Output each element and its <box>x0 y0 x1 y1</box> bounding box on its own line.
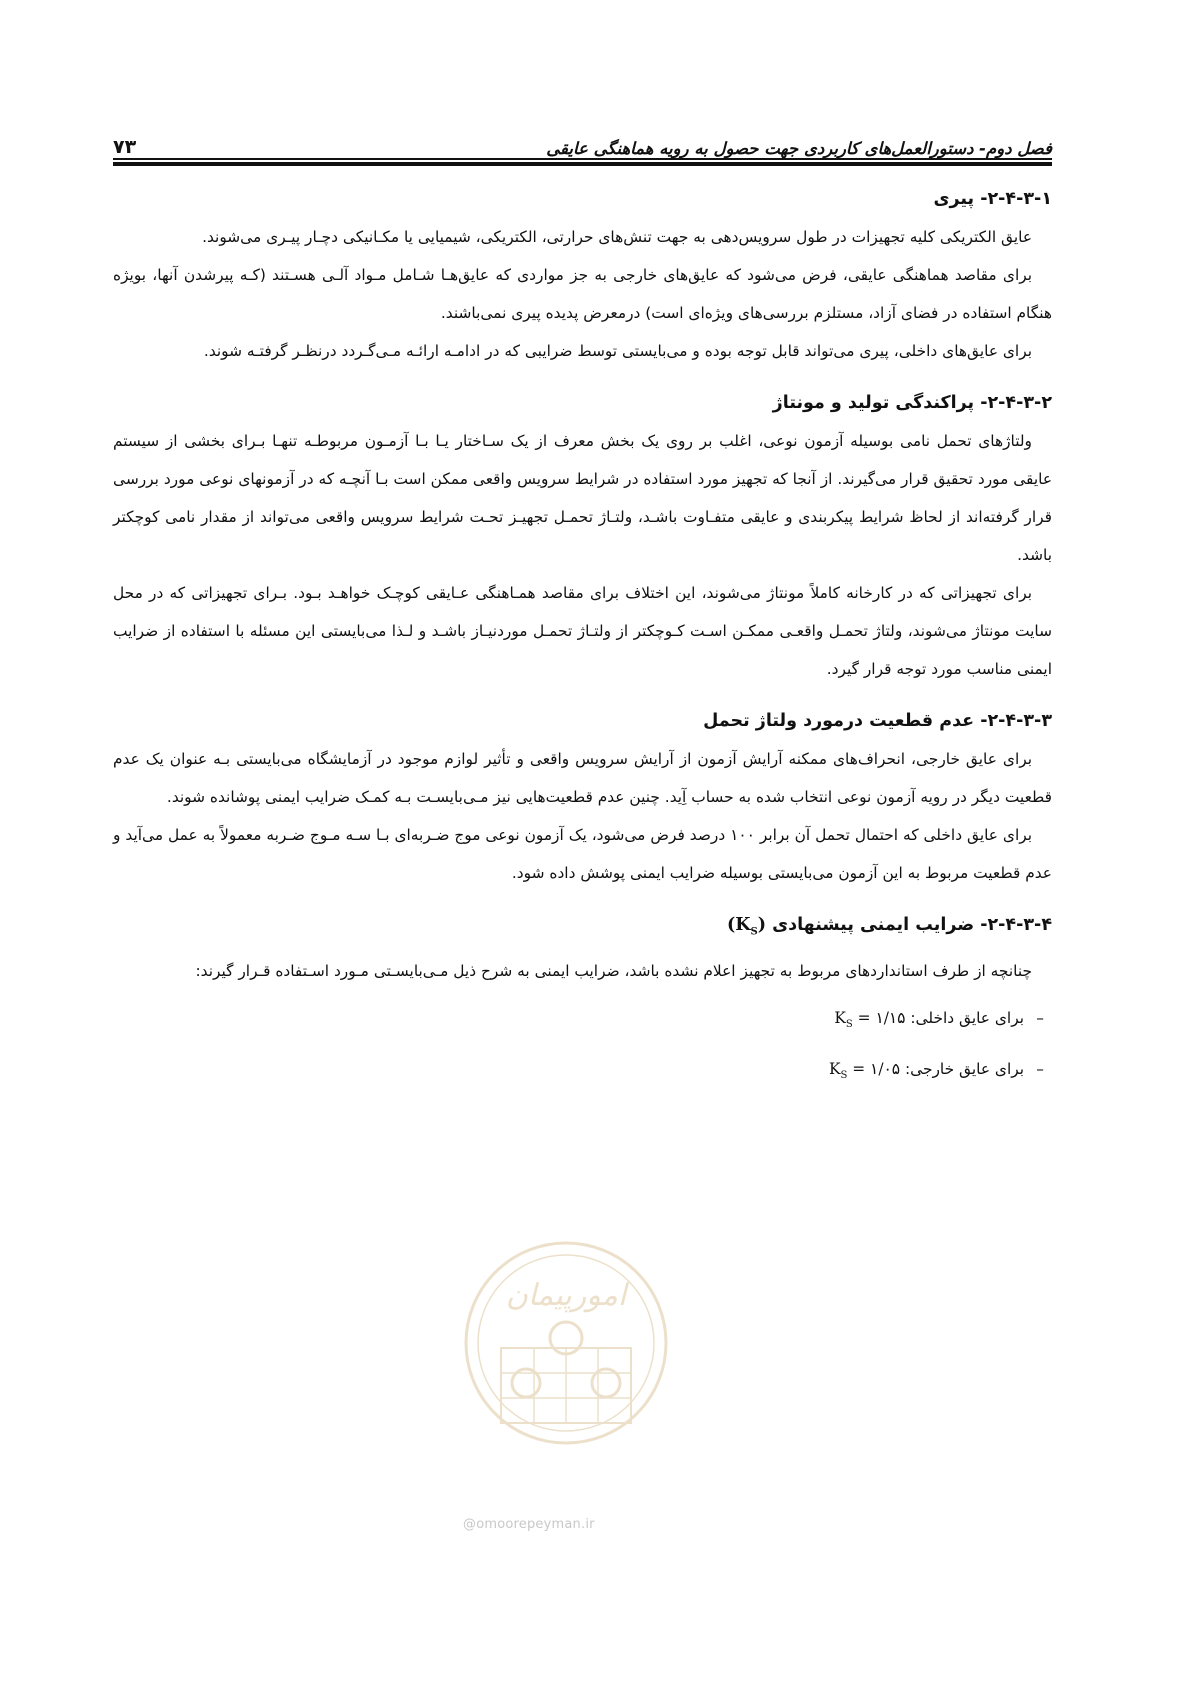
paragraph: چنانچه از طرف استانداردهای مربوط به تجهیز اعلام نشده باشد، ضرایب ایمنی به شرح ذیل مـی‌بایسـتی مـورد اسـتفاده قـرار گیرند: <box>195 961 1032 980</box>
ks-value: $K_S$ = ۱/۰۵ <box>829 1059 901 1081</box>
chapter-title: فصل دوم- دستورالعمل‌های کاربردی جهت حصول به رویه هماهنگی عایقی <box>546 139 1052 158</box>
page-number: ۷۳ <box>113 136 137 158</box>
ks-symbol: $(K_S)$ <box>726 915 766 938</box>
dash-bullet: – <box>1036 1008 1044 1027</box>
safety-factor-list <box>113 996 1052 1098</box>
section-heading-dispersion: ۲-۴-۳-۲- پراکندگی تولید و مونتاژ <box>772 393 1052 413</box>
section-heading-safety-factors <box>113 906 1052 952</box>
watermark-url: @omoorepeyman.ir <box>463 1517 595 1532</box>
list-item: – برای عایق خارجی: $K_S$ = ۱/۰۵ <box>113 1047 1052 1098</box>
paragraph: عایق الکتریکی کلیه تجهیزات در طول سرویس‌دهی به جهت تنش‌های حرارتی، الکتریکی، شیمیایی یا مکـانیکی دچـار پیـری می‌شوند. <box>202 228 1032 246</box>
paragraph: برای عایق داخلی که احتمال تحمل آن برابر ۱۰۰ درصد فرض می‌شود، یک آزمون نوعی موج ضـربه‌ای بـا سـه مـوج ضـربه معمولاً به عمل می‌آید و عدم قطعیت مربوط به این آزمون می‌بایستی بوسیله ضرایب ایمنی پوشش داده شود. <box>113 826 1052 882</box>
paragraph: برای تجهیزاتی که در کارخانه کاملاً مونتاژ می‌شوند، این اختلاف برای مقاصد همـاهنگی عـایقی کوچـک خواهـد بـود. بـرای تجهیزاتی که در محل سایت مونتاژ می‌شوند، ولتاژ تحمـل واقعـی ممکـن اسـت کـوچکتر از ولتـاژ تحمـل موردنیـاز باشـد و لـذا می‌بایستی این مسئله با استفاده از ضرایب ایمنی مناسب مورد توجه قرار گیرد. <box>113 584 1052 678</box>
watermark-logo-text: امورپیمان <box>505 1278 627 1313</box>
heading-text: ۲-۴-۳-۴- ضرایب ایمنی پیشنهادی <box>772 915 1052 935</box>
list-item: – برای عایق داخلی: $K_S$ = ۱/۱۵ <box>113 996 1052 1047</box>
ks-value: $K_S$ = ۱/۱۵ <box>834 1008 906 1030</box>
paragraph: برای عایق خارجی، انحراف‌های ممکنه آرایش آزمون از آرایش سرویس واقعی و تأثیر لوازم موجود در آزمایشگاه می‌بایستی بـه عنوان یک عدم قطعیت دیگر در رویه آزمون نوعی انتخاب شده به حساب آِید. چنین عدم قطعیت‌هایی نیز مـی‌بایسـت بـه کمـک ضرایب ایمنی پوشانده شوند. <box>113 750 1052 806</box>
section-heading-aging: ۲-۴-۳-۱- پیری <box>933 189 1052 209</box>
watermark-logo-icon <box>456 1233 676 1503</box>
paragraph: ولتاژهای تحمل نامی بوسیله آزمون نوعی، اغلب بر روی یک بخش معرف از یک سـاختار یـا بـا آزمـون مربوطـه تنهـا بـرای بخشی از سیستم عایقی مورد تحقیق قرار می‌گیرند. از آنجا که تجهیز مورد استفاده در شرایط سرویس واقعی ممکن است بـا آنچـه که در آزمونهای نوعی مورد بررسی قرار گرفته‌اند از لحاظ شرایط پیکربندی و عایقی متفـاوت باشـد، ولتـاژ تحمـل تجهیـز تحـت شرایط سرویس واقعی می‌تواند از مقدار نامی کوچکتر باشد. <box>113 432 1052 564</box>
header-rule-thick <box>113 162 1052 166</box>
body-content <box>113 180 1052 1098</box>
dash-bullet: – <box>1036 1059 1044 1078</box>
paragraph: برای مقاصد هماهنگی عایقی، فرض می‌شود که عایق‌های خارجی به جز مواردی که عایق‌هـا شـامل مـواد آلـی هسـتند (کـه پیرشدن آنها، بویژه هنگام استفاده در فضای آزاد، مستلزم بررسی‌های ویژه‌ای است) درمعرض پدیده پیری نمی‌باشند. <box>113 266 1052 322</box>
section-heading-uncertainty: ۲-۴-۳-۳- عدم قطعیت درمورد ولتاژ تحمل <box>703 711 1052 731</box>
header-rule-thin <box>113 158 1052 160</box>
page-header <box>113 118 1052 158</box>
paragraph: برای عایق‌های داخلی، پیری می‌تواند قابل توجه بوده و می‌بایستی توسط ضرایبی که در ادامـه ارائـه مـی‌گـردد درنظـر گرفتـه شوند. <box>203 342 1032 360</box>
